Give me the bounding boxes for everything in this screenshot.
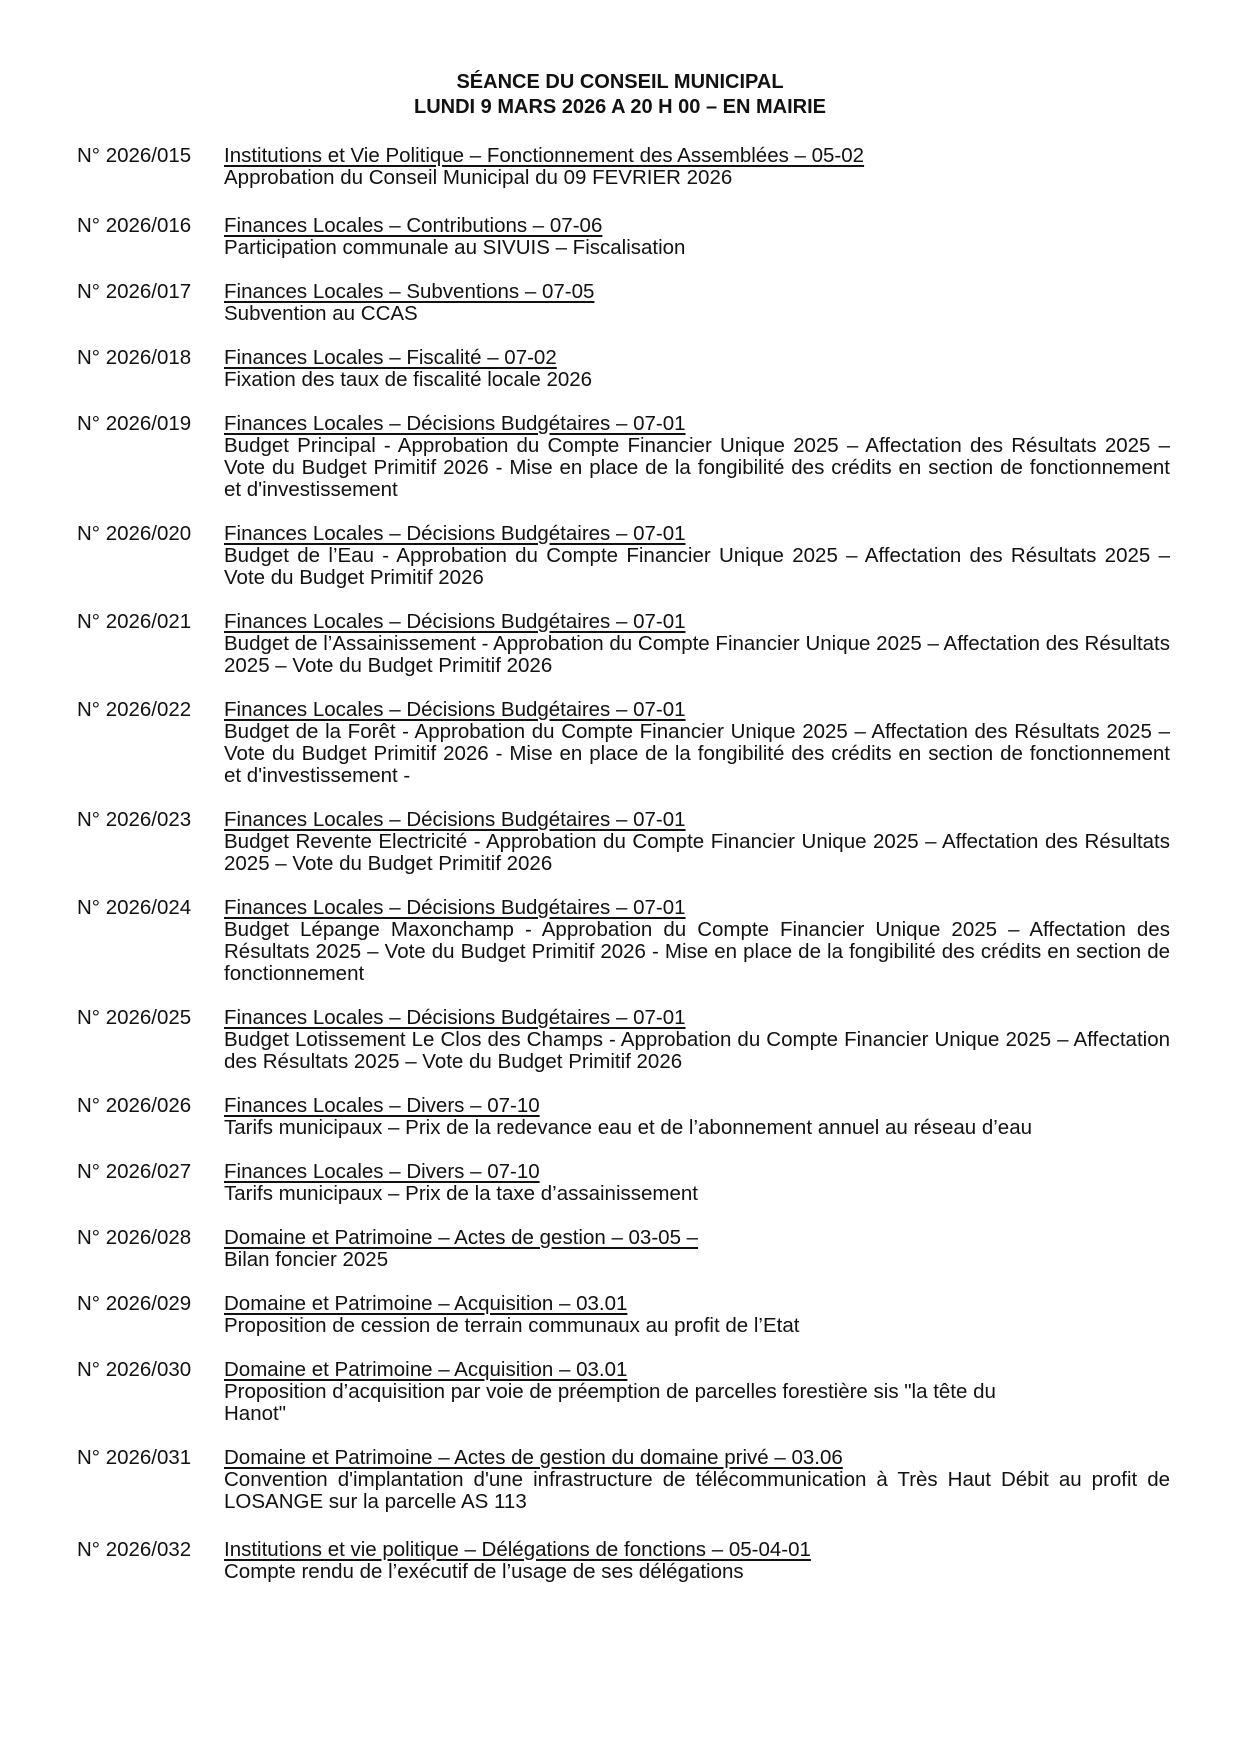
agenda-item bbox=[77, 215, 1170, 259]
item-description: Budget Principal - Approbation du Compte Financier Unique 2025 – Affectation des Résultats 2025 – Vote du Budget Primitif 2026 - Mise en place de la fongibilité des crédits en section de fonctionnement et d'investissement bbox=[224, 434, 1170, 501]
meeting-date: LUNDI 9 MARS 2026 A 20 H 00 – EN MAIRIE bbox=[414, 96, 826, 118]
agenda-item bbox=[77, 1539, 1170, 1583]
item-category: Finances Locales – Fiscalité – 07-02 bbox=[224, 346, 557, 369]
item-description: Budget de l’Assainissement - Approbation du Compte Financier Unique 2025 – Affectation des Résultats 2025 – Vote du Budget Primitif 2026 bbox=[224, 632, 1170, 677]
item-number: N° 2026/032 bbox=[77, 1538, 192, 1561]
item-number: N° 2026/023 bbox=[77, 808, 192, 831]
item-number: N° 2026/018 bbox=[77, 346, 192, 369]
item-description: Compte rendu de l’exécutif de l’usage de ses délégations bbox=[224, 1560, 744, 1583]
item-category: Finances Locales – Contributions – 07-06 bbox=[224, 214, 603, 237]
item-category: Institutions et vie politique – Délégations de fonctions – 05-04-01 bbox=[224, 1538, 811, 1561]
item-description: Budget Revente Electricité - Approbation du Compte Financier Unique 2025 – Affectation des Résultats 2025 – Vote du Budget Primitif 2026 bbox=[224, 830, 1170, 875]
item-category: Finances Locales – Décisions Budgétaires – 07-01 bbox=[224, 412, 686, 435]
item-number: N° 2026/022 bbox=[77, 698, 192, 721]
item-description: Fixation des taux de fiscalité locale 2026 bbox=[224, 368, 593, 391]
item-category: Finances Locales – Décisions Budgétaires – 07-01 bbox=[224, 1006, 686, 1029]
item-description: Bilan foncier 2025 bbox=[224, 1248, 389, 1271]
item-category: Finances Locales – Décisions Budgétaires – 07-01 bbox=[224, 610, 686, 633]
item-category: Domaine et Patrimoine – Actes de gestion du domaine privé – 03.06 bbox=[224, 1446, 843, 1469]
agenda-item bbox=[77, 809, 1170, 875]
item-description: Convention d'implantation d'une infrastructure de télécommunication à Très Haut Débit au profit de LOSANGE sur la parcelle AS 113 bbox=[224, 1468, 1170, 1513]
agenda-item bbox=[77, 281, 1170, 325]
agenda-item bbox=[77, 897, 1170, 985]
item-category: Finances Locales – Divers – 07-10 bbox=[224, 1094, 540, 1117]
item-category: Domaine et Patrimoine – Acquisition – 03.01 bbox=[224, 1358, 628, 1381]
item-number: N° 2026/015 bbox=[77, 144, 192, 167]
item-description: Tarifs municipaux – Prix de la taxe d’assainissement bbox=[224, 1182, 698, 1205]
item-number: N° 2026/020 bbox=[77, 522, 192, 545]
meeting-title: SÉANCE DU CONSEIL MUNICIPAL bbox=[456, 71, 784, 93]
agenda-item bbox=[77, 1161, 1170, 1205]
item-category: Domaine et Patrimoine – Acquisition – 03.01 bbox=[224, 1292, 628, 1315]
item-number: N° 2026/030 bbox=[77, 1358, 192, 1381]
item-category: Institutions et Vie Politique – Fonctionnement des Assemblées – 05-02 bbox=[224, 144, 865, 167]
agenda-item bbox=[77, 1293, 1170, 1337]
agenda-item bbox=[77, 1227, 1170, 1271]
agenda-item bbox=[77, 145, 1170, 189]
item-description: Tarifs municipaux – Prix de la redevance eau et de l’abonnement annuel au réseau d’eau bbox=[224, 1116, 1032, 1139]
agenda-item bbox=[77, 347, 1170, 391]
agenda-item bbox=[77, 1095, 1170, 1139]
item-number: N° 2026/031 bbox=[77, 1446, 192, 1469]
item-number: N° 2026/017 bbox=[77, 280, 192, 303]
page-header bbox=[0, 70, 1240, 120]
item-category: Finances Locales – Décisions Budgétaires – 07-01 bbox=[224, 522, 686, 545]
item-description: Proposition d’acquisition par voie de préemption de parcelles forestière sis "la tête du Hanot" bbox=[224, 1380, 996, 1425]
item-number: N° 2026/019 bbox=[77, 412, 192, 435]
item-category: Finances Locales – Décisions Budgétaires – 07-01 bbox=[224, 896, 686, 919]
item-category: Finances Locales – Subventions – 07-05 bbox=[224, 280, 595, 303]
item-number: N° 2026/016 bbox=[77, 214, 192, 237]
item-description: Proposition de cession de terrain communaux au profit de l’Etat bbox=[224, 1314, 800, 1337]
item-category: Finances Locales – Décisions Budgétaires – 07-01 bbox=[224, 808, 686, 831]
agenda-item bbox=[77, 1007, 1170, 1073]
agenda-item bbox=[77, 1447, 1170, 1513]
agenda-item bbox=[77, 699, 1170, 787]
item-description: Participation communale au SIVUIS – Fiscalisation bbox=[224, 236, 686, 259]
item-number: N° 2026/029 bbox=[77, 1292, 192, 1315]
item-number: N° 2026/024 bbox=[77, 896, 192, 919]
item-description: Subvention au CCAS bbox=[224, 302, 418, 325]
item-description: Budget Lépange Maxonchamp - Approbation du Compte Financier Unique 2025 – Affectation des Résultats 2025 – Vote du Budget Primitif 2026 - Mise en place de la fongibilité des crédits en section de fonctionnement bbox=[224, 918, 1170, 985]
item-category: Finances Locales – Divers – 07-10 bbox=[224, 1160, 540, 1183]
item-number: N° 2026/027 bbox=[77, 1160, 192, 1183]
item-description: Budget Lotissement Le Clos des Champs - Approbation du Compte Financier Unique 2025 – Affectation des Résultats 2025 – Vote du Budget Primitif 2026 bbox=[224, 1028, 1170, 1073]
item-category: Domaine et Patrimoine – Actes de gestion – 03-05 – bbox=[224, 1226, 699, 1249]
agenda-item bbox=[77, 413, 1170, 501]
agenda-item bbox=[77, 611, 1170, 677]
item-description: Budget de la Forêt - Approbation du Compte Financier Unique 2025 – Affectation des Résultats 2025 – Vote du Budget Primitif 2026 - Mise en place de la fongibilité des crédits en section de fonctionnement et d'investissement - bbox=[224, 720, 1170, 787]
item-category: Finances Locales – Décisions Budgétaires – 07-01 bbox=[224, 698, 686, 721]
agenda-item bbox=[77, 1359, 1170, 1425]
item-description: Budget de l’Eau - Approbation du Compte Financier Unique 2025 – Affectation des Résultats 2025 – Vote du Budget Primitif 2026 bbox=[224, 544, 1170, 589]
agenda-item bbox=[77, 523, 1170, 589]
item-number: N° 2026/021 bbox=[77, 610, 192, 633]
agenda-list bbox=[77, 145, 1170, 1583]
item-description: Approbation du Conseil Municipal du 09 FEVRIER 2026 bbox=[224, 166, 733, 189]
item-number: N° 2026/025 bbox=[77, 1006, 192, 1029]
item-number: N° 2026/026 bbox=[77, 1094, 192, 1117]
item-number: N° 2026/028 bbox=[77, 1226, 192, 1249]
